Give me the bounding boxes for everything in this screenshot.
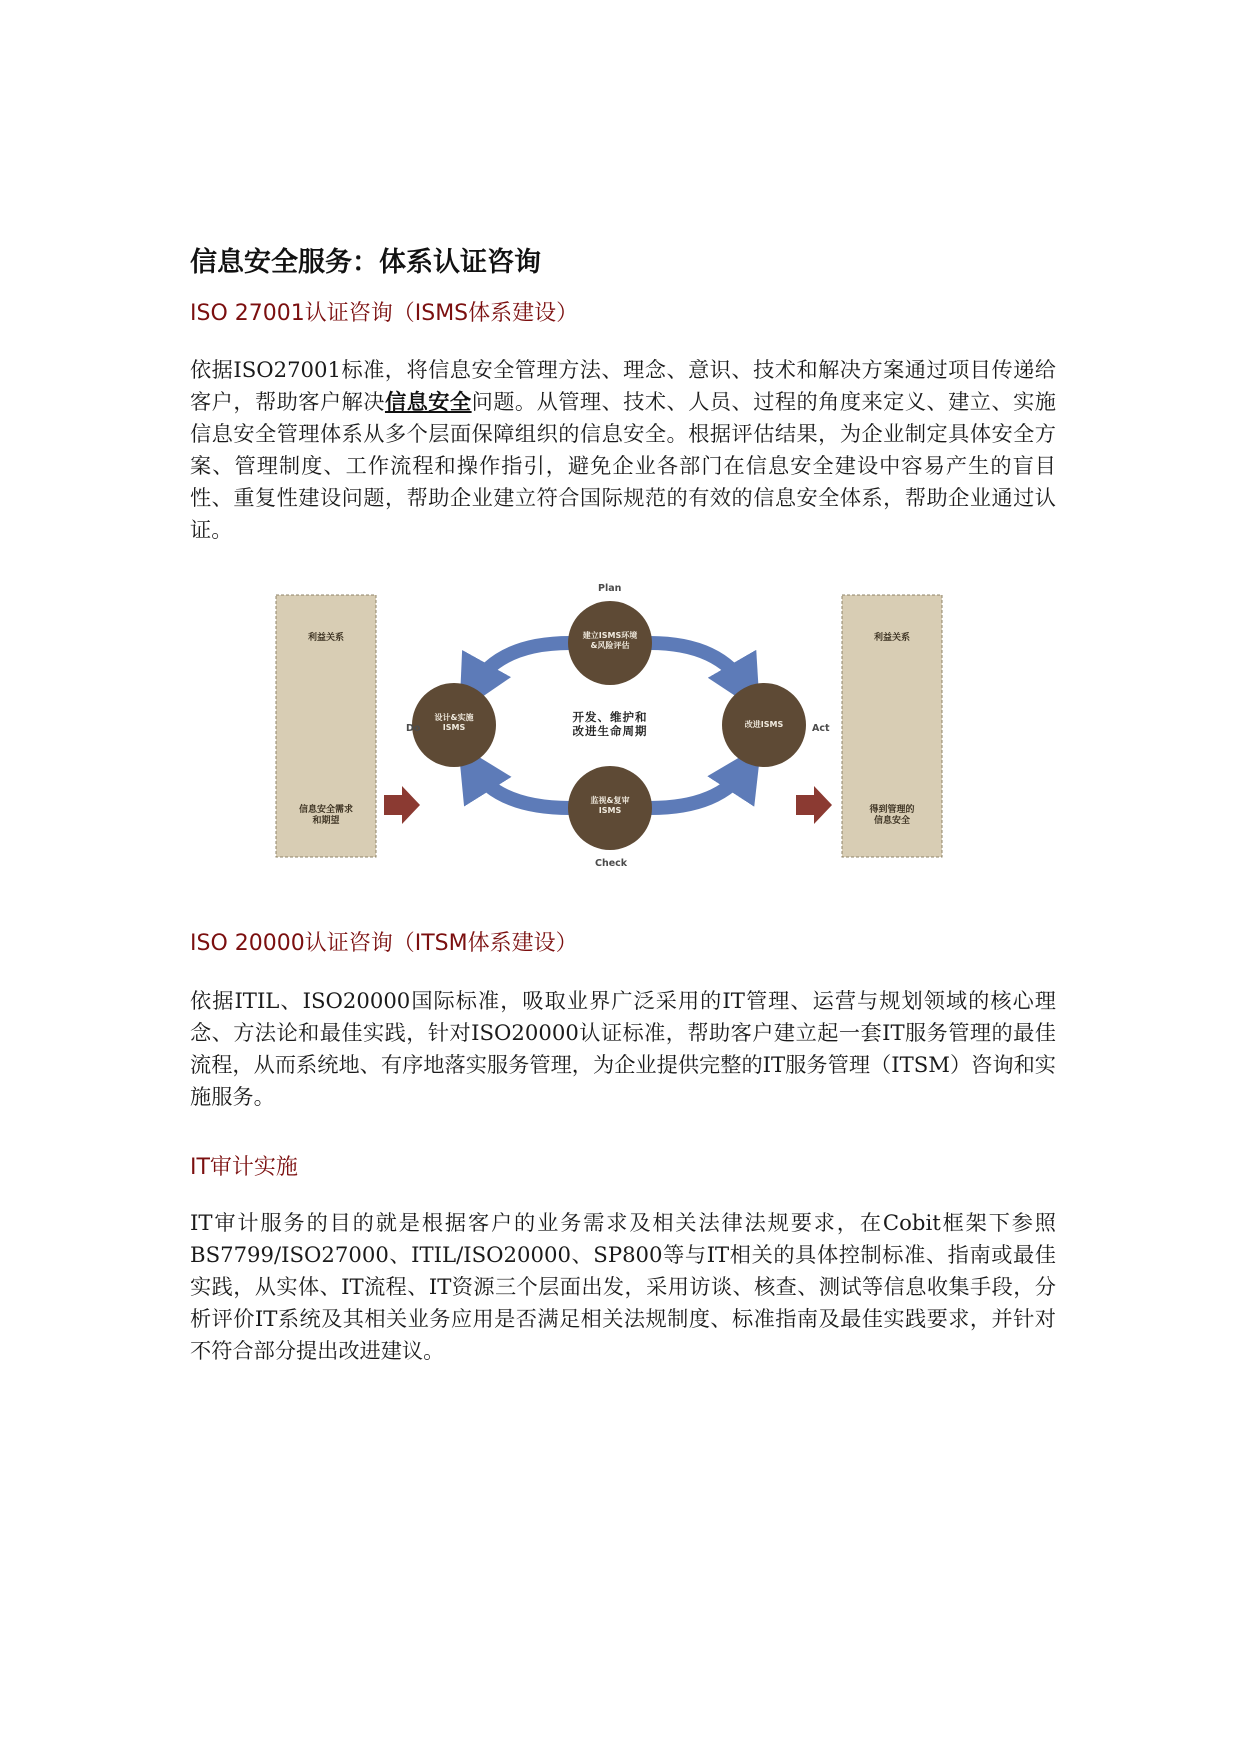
left-panel-top-label: 利益关系 [307, 633, 344, 643]
arrow-plan-to-act [650, 643, 746, 688]
input-arrow [384, 786, 420, 824]
center-lifecycle-label: 开发、维护和 改进生命周期 [572, 710, 648, 739]
left-panel-bottom-label: 信息安全需求 和期望 [298, 805, 353, 827]
paragraph-text: 依据ISO27001标准，将信息安全管理方法、理念、意识、技术和解决方案通过项目传递给客户，帮助客户解决 [190, 357, 1056, 414]
section-paragraph-iso27001 [190, 354, 1056, 546]
circle-check-label: 监视&复审 ISMS [590, 796, 630, 815]
arrow-check-to-act [650, 768, 746, 808]
phase-act-label: Act [812, 723, 830, 734]
section-heading-iso27001: ISO 27001认证咨询（ISMS体系建设） [190, 301, 579, 326]
section-paragraph-iso20000: 依据ITIL、ISO20000国际标准，吸取业界广泛采用的IT管理、运营与规划领域的核心理念、方法论和最佳实践，针对ISO20000认证标准，帮助客户建立起一套IT服务管理的最佳流程，从而系统地、有序地落实服务管理，为企业提供完整的IT服务管理（ITSM）咨询和实施服务。 [190, 988, 1056, 1109]
arrow-check-to-do [473, 768, 570, 808]
right-panel-top-label: 利益关系 [873, 633, 910, 643]
circle-plan-label: 建立ISMS环境 &风险评估 [582, 631, 638, 650]
output-arrow [796, 786, 832, 824]
right-panel-bottom-label: 得到管理的 信息安全 [869, 805, 915, 827]
circle-do-label: 设计&实施 ISMS [434, 713, 474, 732]
circle-act-label: 改进ISMS [744, 720, 784, 729]
section-paragraph-it-audit: IT审计服务的目的就是根据客户的业务需求及相关法律法规要求，在Cobit框架下参照BS7799/ISO27000、ITIL/ISO20000、SP800等与IT相关的具体控制标准、指南或最佳实践，从实体、IT流程、IT资源三个层面出发，采用访谈、核查、测试等信息收集手段，分析评价IT系统及其相关业务应用是否满足相关法规制度、标准指南及最佳实践要求，并针对不符合部分提出改进建议。 [190, 1210, 1056, 1363]
section-heading-it-audit: IT审计实施 [190, 1155, 298, 1180]
phase-plan-label: Plan [598, 583, 622, 594]
info-security-link[interactable]: 信息安全 [384, 389, 472, 414]
phase-do-label: Do [406, 723, 421, 734]
page-title: 信息安全服务：体系认证咨询 [190, 247, 541, 278]
arrow-plan-to-do [473, 643, 570, 688]
paragraph-text: 问题。从管理、技术、人员、过程的角度来定义、建立、实施信息安全管理体系从多个层面保障组织的信息安全。根据评估结果，为企业制定具体安全方案、管理制度、工作流程和操作指引，避免企业各部门在信息安全建设中容易产生的盲目性、重复性建设问题，帮助企业建立符合国际规范的有效的信息安全体系，帮助企业通过认证。 [190, 389, 1056, 542]
section-heading-iso20000: ISO 20000认证咨询（ITSM体系建设） [190, 931, 578, 956]
isms-pdca-diagram [268, 583, 968, 883]
phase-check-label: Check [595, 858, 628, 869]
